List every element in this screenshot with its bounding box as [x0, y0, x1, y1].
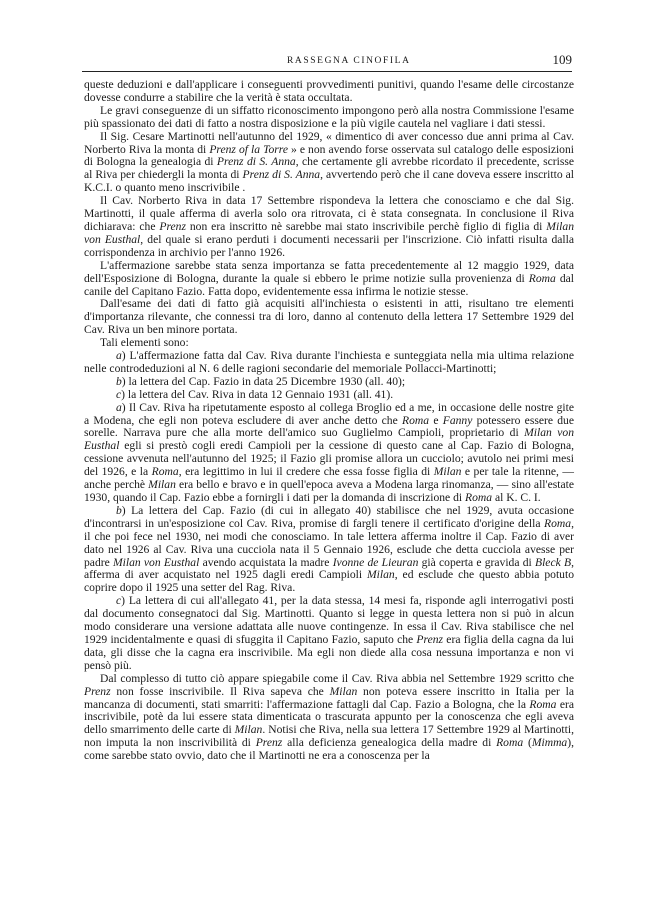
paragraph-p1: queste deduzioni e dall'applicare i conseguenti provvedimenti punitivi, quando l'esame delle circostanze dovesse condurre a stabilire che la verità è stata occultata. — [84, 78, 574, 104]
page-header — [82, 50, 572, 72]
article-body — [84, 79, 574, 763]
running-title: RASSEGNA CINOFILA — [287, 56, 411, 66]
paragraph-p9: b) la lettera del Cap. Fazio in data 25 Dicembre 1930 (all. 40); — [116, 374, 406, 388]
paragraph-p6: Dall'esame dei dati di fatto già acquisiti all'inchiesta o esistenti in atti, risultano tre elementi d'importanza rilevante, che connessi tra di loro, danno al contenuto della lettera 17 Settembre 1929 del Cav. Riva un ben minore portata. — [84, 297, 574, 337]
paragraph-p12: b) La lettera del Cap. Fazio (di cui in allegato 40) stabilisce che nel 1929, avuta occasione d'incontrarsi in un'esposizione col Cav. Riva, promise di fargli tenere il certificato d'origine della Roma, il che poi fece nel 1930, nei modi che conosciamo. In tale lettera afferma inoltre il Cap. Fazio di aver dato nel 1926 al Cav. Riva una cucciola nata il 5 Gennaio 1926, esclude che detta cucciola avesse per padre Milan von Eusthal avendo acquistata la madre Ivonne de Lieuran già coperta e gravida di Bleck B, afferma di aver acquistato nel 1925 dagli eredi Campioli Milan, ed esclude che questo abbia potuto coprire dopo il 1925 una setter del Rag. Riva. — [84, 503, 574, 595]
paragraph-p2: Le gravi conseguenze di un siffatto riconoscimento impongono però alla nostra Commissione l'esame più spassionato dei dati di fatto a nostra disposizione e la più vigile cautela nel vagliare i dati stessi. — [84, 103, 574, 130]
paragraph-p3: Il Sig. Cesare Martinotti nell'autunno del 1929, « dimentico di aver concesso due anni prima al Cav. Norberto Riva la monta di Prenz of la Torre » e non avendo forse osservata sul catalogo delle esposizioni di Bologna la genealogia di Prenz di S. Anna, che certamente gli avrebbe ricordato il precedente, scrisse al Riva per chiedergli la monta di Prenz di S. Anna, avvertendo però che il cane doveva essere inscritto al K.C.I. o quanto meno inscrivibile . — [84, 129, 575, 195]
paragraph-p8: a) L'affermazione fatta dal Cav. Riva durante l'inchiesta e sunteggiata nella mia ultima relazione nelle controdeduzioni al N. 6 delle ragioni secondarie del memoriale Pollacci-Martinotti; — [84, 349, 574, 375]
header-rule — [82, 71, 572, 72]
paragraph-p14: Dal complesso di tutto ciò appare spiegabile come il Cav. Riva abbia nel Settembre 1929 scritto che Prenz non fosse inscrivibile. Il Riva sapeva che Milan non poteva essere inscritto in Italia per la mancanza di documenti, stati smarriti: l'affermazione fattagli dal Cap. Fazio a Bologna, che la Roma era inscrivibile, potè da lui essere stata dimenticata o trascurata appunto per la conoscenza che egli aveva dello smarrimento delle carte di Milan. Notisi che Riva, nella sua lettera 17 Settembre 1929 al Martinotti, non imputa la non inscrivibilità di Prenz alla deficienza genealogica della madre di Roma (Mimma), come sarebbe stato ovvio, dato che il Martinotti ne era a conoscenza per la — [84, 671, 574, 763]
paragraph-p11: a) Il Cav. Riva ha ripetutamente esposto al collega Broglio ed a me, in occasione delle nostre gite a Modena, che egli non poteva escludere di aver anche detto che Roma e Fanny potessero essere due sorelle. Narrava pure che alla morte dell'amico suo Guglielmo Campioli, proprietario di Milan von Eusthal egli si prestò cogli eredi Campioli per la cessione di questo cane al Cap. Fazio di Bologna, cessione avvenuta nell'autunno del 1925; il Fazio gli promise allora un cucciolo; avutolo nei primi mesi del 1926, e la Roma, era legittimo in lui il credere che essa fosse figlia di Milan e per tale la ritenne, — anche perchè Milan era bello e bravo e in quell'epoca aveva a Modena larga rinomanza, — sino all'estate 1930, quando il Cap. Fazio ebbe a fornirgli i dati per la domanda di inscrizione di Roma al K. C. I. — [84, 400, 575, 504]
page-number: 109 — [552, 52, 572, 67]
paragraph-p13: c) La lettera di cui all'allegato 41, per la data stessa, 14 mesi fa, risponde agli interrogativi posti dal documento consegnatoci dal Sig. Martinotti. Quanto si legge in questa lettera non si può in alcun modo considerare una versione adattata alle nuove contingenze. In essa il Cav. Riva stabilisce che nel 1929 incidentalmente e quasi di sfuggita il Capitano Fazio, saputo che Prenz era figlia della cagna da lui data, gli disse che la cagna era inscrivibile. Ma egli non diede alla cosa nessuna importanza e non vi pensò più. — [84, 594, 574, 672]
paragraph-p5: L'affermazione sarebbe stata senza importanza se fatta precedentemente al 12 maggio 1929, data dell'Esposizione di Bologna, durante la quale si ebbero le prime notizie sulla provenienza di Roma dal canile del Capitano Fazio. Fatta dopo, evidentemente essa infirma le notizie stesse. — [84, 258, 574, 298]
paragraph-p4: Il Cav. Norberto Riva in data 17 Settembre rispondeva la lettera che conosciamo e che dal Sig. Martinotti, il quale afferma di averla solo ora ritrovata, ci è stata consegnata. In conclusione il Riva dichiarava: che Prenz non era inscritto nè sarebbe mai stato inscrivibile perchè figlio di figlia di Milan von Eusthal, del quale si erano perduti i documenti necessarii per l'inscrizione. Ciò infatti risulta dalla corrispondenza in archivio per l'anno 1926. — [84, 194, 574, 259]
paragraph-p10: c) la lettera del Cav. Riva in data 12 Gennaio 1931 (all. 41). — [116, 387, 394, 401]
paragraph-p7: Tali elementi sono: — [100, 336, 189, 350]
